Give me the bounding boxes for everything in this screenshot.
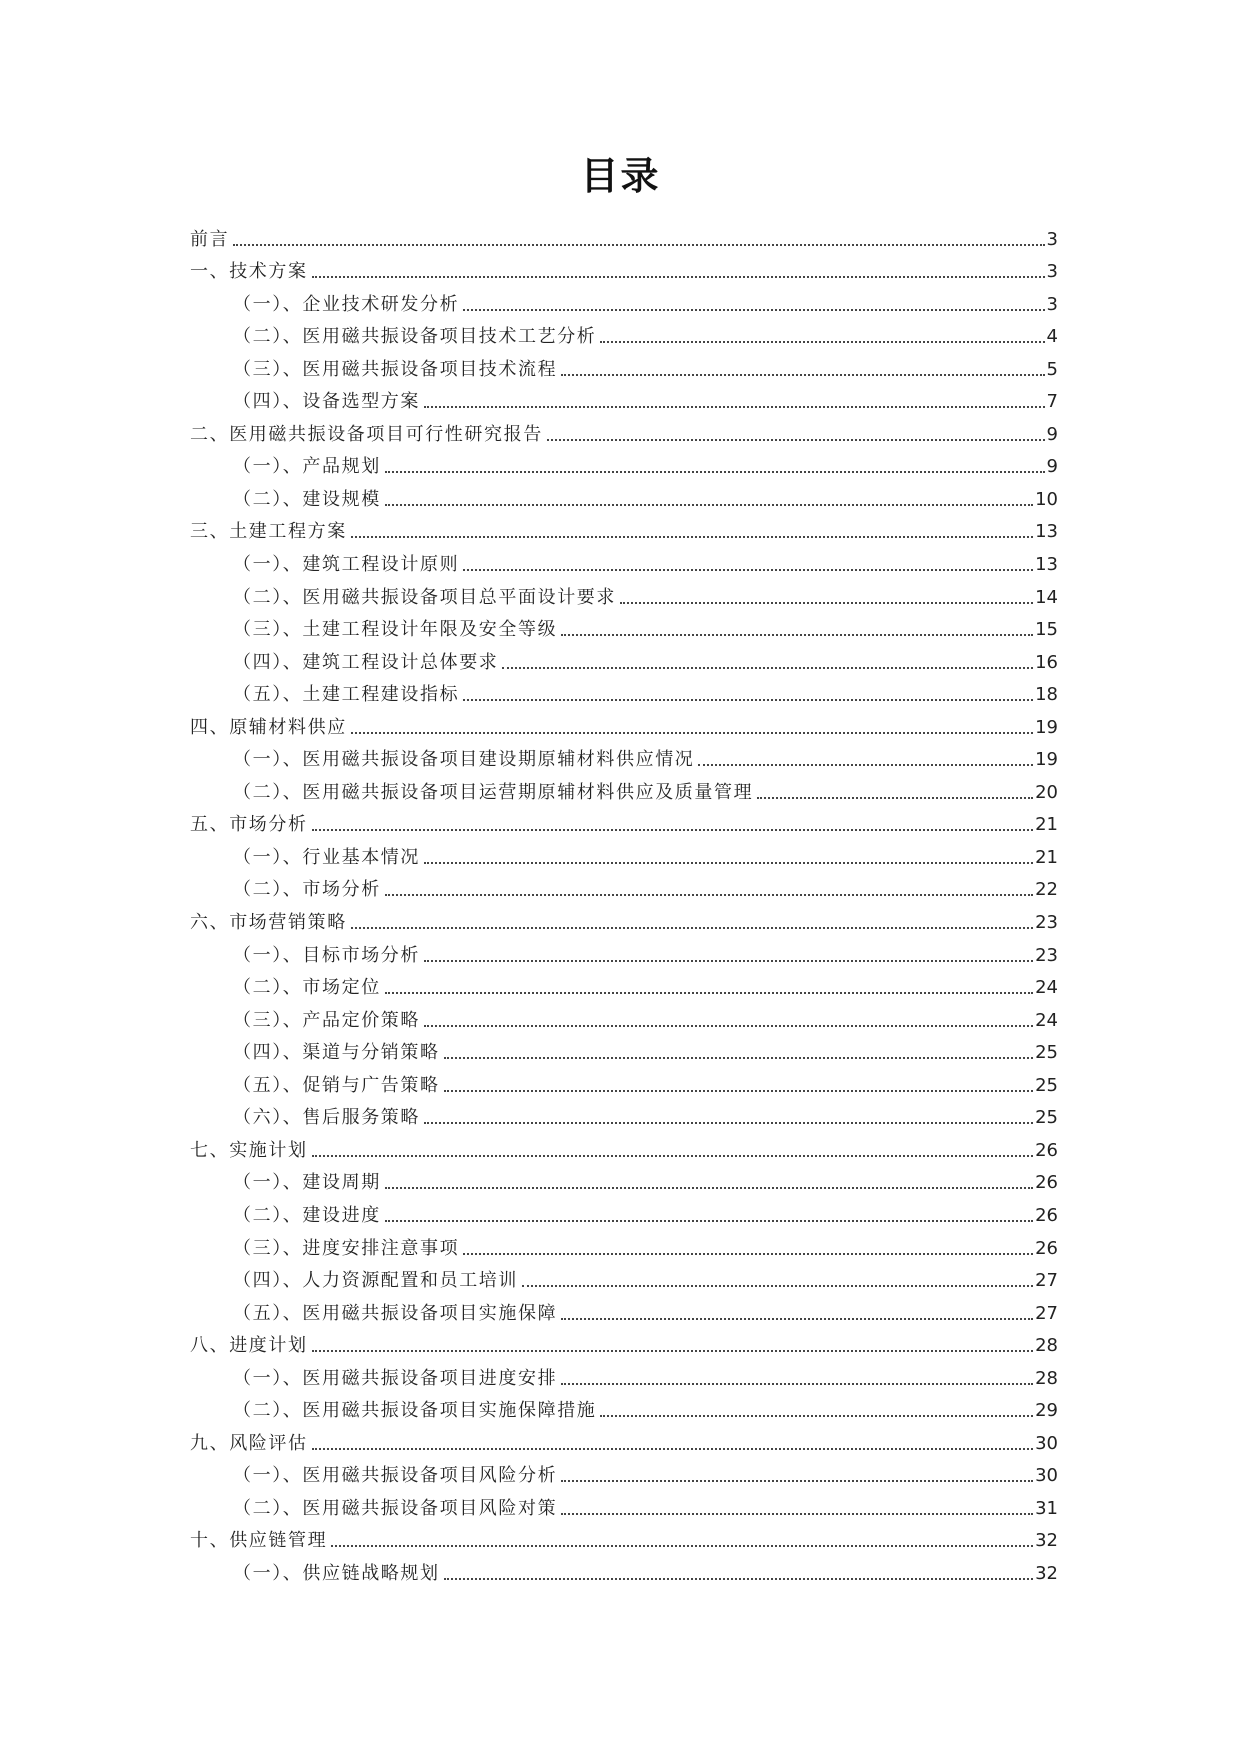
toc-entry-label: （四）、人力资源配置和员工培训 xyxy=(233,1270,518,1292)
toc-entry-label: （一）、建筑工程设计原则 xyxy=(233,554,460,576)
toc-page-number: 13 xyxy=(1035,521,1058,543)
toc-dot-leader xyxy=(385,504,1033,506)
toc-page-number: 26 xyxy=(1035,1204,1058,1226)
toc-entry-label: （一）、医用磁共振设备项目风险分析 xyxy=(233,1465,558,1487)
toc-dot-leader xyxy=(424,1122,1033,1124)
toc-chapter-entry[interactable] xyxy=(190,1129,1058,1162)
toc-dot-leader xyxy=(502,667,1033,669)
toc-chapter-entry[interactable] xyxy=(190,1325,1058,1358)
toc-entry-label: （二）、医用磁共振设备项目总平面设计要求 xyxy=(233,586,616,608)
toc-page-number: 14 xyxy=(1035,586,1058,608)
toc-chapter-entry[interactable] xyxy=(190,251,1058,284)
toc-entry-label: （五）、医用磁共振设备项目实施保障 xyxy=(233,1302,558,1324)
toc-dot-leader xyxy=(385,471,1045,473)
toc-page-number: 20 xyxy=(1035,781,1058,803)
toc-entry-label: （五）、促销与广告策略 xyxy=(233,1074,440,1096)
toc-entry-label: （二）、医用磁共振设备项目运营期原辅材料供应及质量管理 xyxy=(233,781,754,803)
toc-page-number: 31 xyxy=(1035,1497,1058,1519)
toc-page-number: 23 xyxy=(1035,944,1058,966)
toc-entry-label: （三）、医用磁共振设备项目技术流程 xyxy=(233,358,558,380)
toc-page-number: 25 xyxy=(1035,1107,1058,1129)
toc-page-number: 32 xyxy=(1035,1530,1058,1552)
toc-page-number: 16 xyxy=(1035,651,1058,673)
toc-dot-leader xyxy=(561,1513,1033,1515)
toc-dot-leader xyxy=(233,244,1044,246)
toc-dot-leader xyxy=(312,1350,1033,1352)
toc-page-number: 29 xyxy=(1035,1400,1058,1422)
toc-title: 目录 xyxy=(580,154,661,198)
toc-entry-label: 一、技术方案 xyxy=(190,261,308,283)
toc-page-number: 5 xyxy=(1046,358,1058,380)
toc-dot-leader xyxy=(463,569,1033,571)
toc-page-number: 21 xyxy=(1035,814,1058,836)
toc-dot-leader xyxy=(757,797,1033,799)
toc-list xyxy=(190,218,1058,1585)
toc-dot-leader xyxy=(522,1285,1033,1287)
toc-dot-leader xyxy=(385,894,1033,896)
toc-page-number: 24 xyxy=(1035,1009,1058,1031)
toc-entry-label: 九、风险评估 xyxy=(190,1432,308,1454)
toc-entry-label: 前言 xyxy=(190,228,230,250)
toc-page-number: 28 xyxy=(1035,1335,1058,1357)
toc-section-entry[interactable] xyxy=(190,446,1058,479)
toc-section-entry[interactable] xyxy=(190,771,1058,804)
toc-entry-label: （一）、行业基本情况 xyxy=(233,846,420,868)
toc-entry-label: （二）、市场分析 xyxy=(233,879,381,901)
toc-chapter-entry[interactable] xyxy=(190,804,1058,837)
toc-chapter-entry[interactable] xyxy=(190,901,1058,934)
toc-dot-leader xyxy=(424,960,1033,962)
toc-entry-label: （四）、建筑工程设计总体要求 xyxy=(233,651,499,673)
toc-dot-leader xyxy=(385,992,1033,994)
toc-dot-leader xyxy=(424,406,1045,408)
toc-dot-leader xyxy=(312,1448,1033,1450)
toc-page-number: 25 xyxy=(1035,1042,1058,1064)
toc-page-number: 30 xyxy=(1035,1432,1058,1454)
toc-entry-label: 七、实施计划 xyxy=(190,1139,308,1161)
toc-entry-label: （一）、医用磁共振设备项目进度安排 xyxy=(233,1367,558,1389)
toc-section-entry[interactable] xyxy=(190,641,1058,674)
toc-section-entry[interactable] xyxy=(190,1194,1058,1227)
toc-entry-label: （一）、建设周期 xyxy=(233,1172,381,1194)
toc-dot-leader xyxy=(561,1480,1033,1482)
toc-page-number: 19 xyxy=(1035,716,1058,738)
toc-section-entry[interactable] xyxy=(190,739,1058,772)
toc-section-entry[interactable] xyxy=(190,1227,1058,1260)
toc-chapter-entry[interactable] xyxy=(190,1422,1058,1455)
toc-page-number: 15 xyxy=(1035,619,1058,641)
toc-dot-leader xyxy=(444,1090,1033,1092)
toc-dot-leader xyxy=(351,732,1033,734)
toc-page-number: 27 xyxy=(1035,1302,1058,1324)
toc-section-entry[interactable] xyxy=(190,836,1058,869)
toc-section-entry[interactable] xyxy=(190,1357,1058,1390)
toc-entry-label: （六）、售后服务策略 xyxy=(233,1107,420,1129)
toc-section-entry[interactable] xyxy=(190,1260,1058,1293)
toc-page-number: 21 xyxy=(1035,846,1058,868)
toc-dot-leader xyxy=(600,341,1044,343)
toc-section-entry[interactable] xyxy=(190,1390,1058,1423)
toc-entry-label: （五）、土建工程建设指标 xyxy=(233,684,460,706)
toc-entry-label: （一）、目标市场分析 xyxy=(233,944,420,966)
toc-section-entry[interactable] xyxy=(190,1162,1058,1195)
toc-section-entry[interactable] xyxy=(190,1064,1058,1097)
toc-entry-label: 六、市场营销策略 xyxy=(190,912,347,934)
toc-entry-label: （三）、土建工程设计年限及安全等级 xyxy=(233,619,558,641)
toc-section-entry[interactable] xyxy=(190,1292,1058,1325)
toc-entry-label: （二）、医用磁共振设备项目技术工艺分析 xyxy=(233,326,597,348)
toc-section-entry[interactable] xyxy=(190,609,1058,642)
toc-section-entry[interactable] xyxy=(190,967,1058,1000)
toc-entry-label: （二）、医用磁共振设备项目风险对策 xyxy=(233,1497,558,1519)
toc-page-number: 26 xyxy=(1035,1139,1058,1161)
toc-dot-leader xyxy=(385,1220,1033,1222)
toc-entry-label: （一）、产品规划 xyxy=(233,456,381,478)
toc-page-number: 10 xyxy=(1035,488,1058,510)
toc-section-entry[interactable] xyxy=(190,543,1058,576)
toc-dot-leader xyxy=(444,1057,1033,1059)
toc-entry-label: （二）、医用磁共振设备项目实施保障措施 xyxy=(233,1400,597,1422)
toc-entry-label: （四）、设备选型方案 xyxy=(233,391,420,413)
toc-chapter-entry[interactable] xyxy=(190,413,1058,446)
toc-chapter-entry[interactable] xyxy=(190,218,1058,251)
toc-page-number: 4 xyxy=(1046,326,1058,348)
toc-dot-leader xyxy=(463,699,1033,701)
toc-page-number: 26 xyxy=(1035,1172,1058,1194)
toc-entry-label: 八、进度计划 xyxy=(190,1335,308,1357)
toc-entry-label: （一）、医用磁共振设备项目建设期原辅材料供应情况 xyxy=(233,749,695,771)
toc-section-entry[interactable] xyxy=(190,576,1058,609)
toc-page-number: 27 xyxy=(1035,1270,1058,1292)
toc-dot-leader xyxy=(600,1415,1033,1417)
toc-chapter-entry[interactable] xyxy=(190,1520,1058,1553)
toc-entry-label: 十、供应链管理 xyxy=(190,1530,328,1552)
toc-section-entry[interactable] xyxy=(190,316,1058,349)
toc-dot-leader xyxy=(463,309,1044,311)
toc-section-entry[interactable] xyxy=(190,1097,1058,1130)
toc-dot-leader xyxy=(312,276,1045,278)
toc-entry-label: 四、原辅材料供应 xyxy=(190,716,347,738)
toc-section-entry[interactable] xyxy=(190,674,1058,707)
toc-dot-leader xyxy=(463,1253,1033,1255)
toc-section-entry[interactable] xyxy=(190,381,1058,414)
toc-page-number: 22 xyxy=(1035,879,1058,901)
toc-page-number: 30 xyxy=(1035,1465,1058,1487)
toc-section-entry[interactable] xyxy=(190,283,1058,316)
toc-entry-label: 五、市场分析 xyxy=(190,814,308,836)
toc-section-entry[interactable] xyxy=(190,869,1058,902)
toc-dot-leader xyxy=(312,829,1033,831)
toc-page-number: 18 xyxy=(1035,684,1058,706)
toc-entry-label: （一）、供应链战略规划 xyxy=(233,1562,440,1584)
toc-page-number: 26 xyxy=(1035,1237,1058,1259)
toc-dot-leader xyxy=(351,927,1033,929)
toc-dot-leader xyxy=(444,1578,1033,1580)
toc-page-number: 9 xyxy=(1046,456,1058,478)
toc-page-number: 3 xyxy=(1046,261,1058,283)
toc-dot-leader xyxy=(561,374,1044,376)
toc-page-number: 23 xyxy=(1035,912,1058,934)
toc-section-entry[interactable] xyxy=(190,478,1058,511)
toc-section-entry[interactable] xyxy=(190,1552,1058,1585)
toc-entry-label: （三）、产品定价策略 xyxy=(233,1009,420,1031)
toc-section-entry[interactable] xyxy=(190,1032,1058,1065)
toc-page-number: 9 xyxy=(1046,423,1058,445)
toc-section-entry[interactable] xyxy=(190,999,1058,1032)
toc-page-number: 13 xyxy=(1035,554,1058,576)
toc-dot-leader xyxy=(424,1025,1033,1027)
toc-section-entry[interactable] xyxy=(190,1455,1058,1488)
toc-page-number: 28 xyxy=(1035,1367,1058,1389)
toc-dot-leader xyxy=(561,1318,1033,1320)
toc-dot-leader xyxy=(385,1187,1033,1189)
toc-dot-leader xyxy=(620,602,1033,604)
toc-page-number: 7 xyxy=(1046,391,1058,413)
toc-dot-leader xyxy=(331,1545,1033,1547)
toc-chapter-entry[interactable] xyxy=(190,706,1058,739)
toc-dot-leader xyxy=(351,536,1033,538)
toc-entry-label: （二）、建设规模 xyxy=(233,488,381,510)
toc-dot-leader xyxy=(547,439,1045,441)
toc-dot-leader xyxy=(312,1155,1033,1157)
toc-entry-label: （一）、企业技术研发分析 xyxy=(233,293,460,315)
toc-entry-label: 三、土建工程方案 xyxy=(190,521,347,543)
toc-entry-label: （二）、市场定位 xyxy=(233,977,381,999)
toc-page-number: 32 xyxy=(1035,1562,1058,1584)
toc-page-number: 3 xyxy=(1046,293,1058,315)
toc-dot-leader xyxy=(424,862,1033,864)
toc-page-number: 19 xyxy=(1035,749,1058,771)
toc-dot-leader xyxy=(561,634,1033,636)
toc-entry-label: 二、医用磁共振设备项目可行性研究报告 xyxy=(190,423,543,445)
toc-dot-leader xyxy=(698,764,1033,766)
toc-page-number: 25 xyxy=(1035,1074,1058,1096)
toc-entry-label: （二）、建设进度 xyxy=(233,1204,381,1226)
toc-entry-label: （四）、渠道与分销策略 xyxy=(233,1042,440,1064)
toc-section-entry[interactable] xyxy=(190,348,1058,381)
toc-section-entry[interactable] xyxy=(190,1487,1058,1520)
toc-page-number: 3 xyxy=(1046,228,1058,250)
toc-dot-leader xyxy=(561,1383,1033,1385)
toc-entry-label: （三）、进度安排注意事项 xyxy=(233,1237,460,1259)
toc-section-entry[interactable] xyxy=(190,934,1058,967)
toc-page-number: 24 xyxy=(1035,977,1058,999)
toc-chapter-entry[interactable] xyxy=(190,511,1058,544)
